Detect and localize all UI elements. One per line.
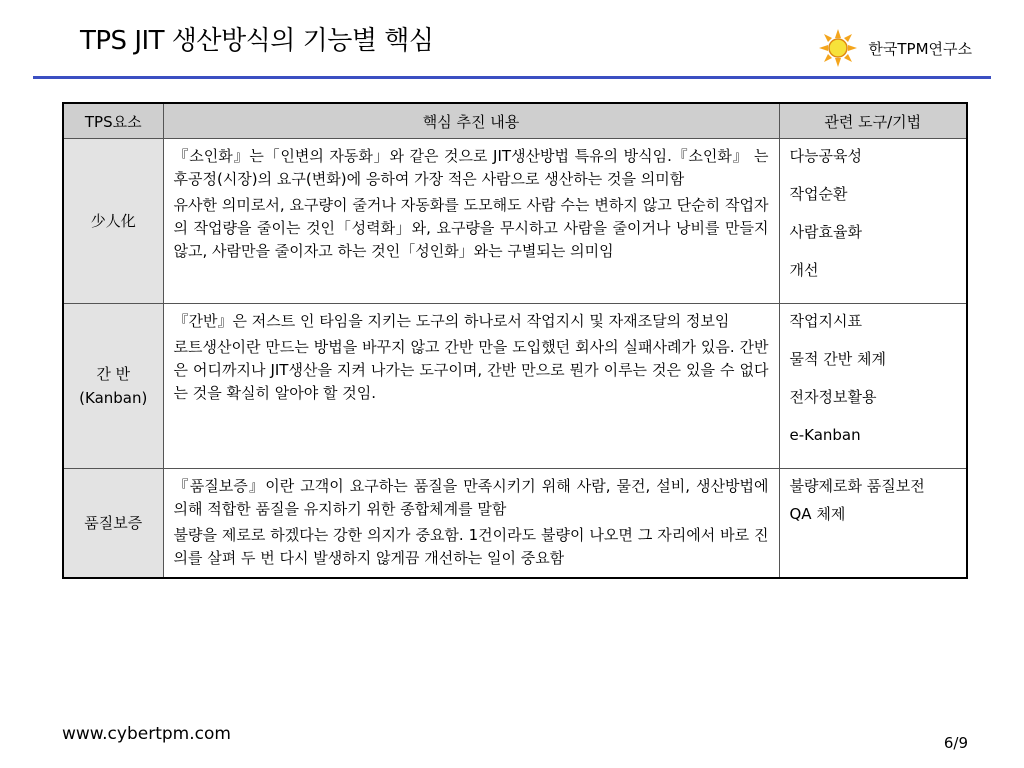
header-tps-element: TPS요소	[63, 103, 163, 139]
content-cell	[163, 304, 779, 469]
sun-logo-icon	[818, 28, 858, 68]
content-paragraph: 『품질보증』이란 고객이 요구하는 품질을 만족시키기 위해 사람, 물건, 설비, 생산방법에 의해 적합한 품질을 유지하기 위한 종합체계를 말함	[173, 477, 769, 518]
content-paragraph: 『간반』은 저스트 인 타임을 지키는 도구의 하나로서 작업지시 및 자재조달의 정보임	[173, 312, 730, 330]
tool-item: e-Kanban	[789, 426, 861, 444]
tool-item: QA 체제	[789, 505, 846, 523]
content-cell	[163, 139, 779, 304]
table-row	[63, 139, 967, 304]
content-paragraph: 『소인화』는「인변의 자동화」와 같은 것으로 JIT생산방법 특유의 방식임.『소인화』 는 후공정(시장)의 요구(변화)에 응하여 가장 적은 사람으로 생산하는 것을 의미함	[173, 147, 769, 188]
footer-url: www.cybertpm.com	[62, 724, 231, 744]
tool-item: 다능공육성	[789, 147, 862, 165]
table-header-row	[63, 103, 967, 139]
brand	[818, 28, 972, 68]
tool-item: 물적 간반 체계	[789, 350, 886, 368]
tool-item: 개선	[789, 261, 819, 279]
element-cell	[63, 469, 163, 579]
tools-cell	[779, 139, 967, 304]
header-core-content: 핵심 추진 내용	[163, 103, 779, 139]
tool-item: 사람효율화	[789, 223, 862, 241]
table-row	[63, 304, 967, 469]
table-row	[63, 469, 967, 579]
tools-cell	[779, 469, 967, 579]
element-label: 少人化	[90, 212, 136, 230]
page-title: TPS JIT 생산방식의 기능별 핵심	[80, 26, 434, 56]
tool-item: 불량제로화 품질보전	[789, 477, 925, 495]
element-sublabel: (Kanban)	[79, 389, 148, 407]
tools-cell	[779, 304, 967, 469]
tps-core-table	[62, 102, 968, 579]
brand-name: 한국TPM연구소	[868, 39, 972, 58]
page-number: 6/9	[943, 734, 968, 752]
content-paragraph: 불량을 제로로 하겠다는 강한 의지가 중요함. 1건이라도 불량이 나오면 그 자리에서 바로 진의를 살펴 두 번 다시 발생하지 않게끔 개선하는 일이 중요함	[173, 526, 769, 567]
content-cell	[163, 469, 779, 579]
header-related-tools: 관련 도구/기법	[779, 103, 967, 139]
header-divider	[33, 76, 991, 79]
tool-item: 전자정보활용	[789, 388, 877, 406]
element-cell	[63, 304, 163, 469]
element-label: 품질보증	[84, 514, 143, 532]
element-cell	[63, 139, 163, 304]
content-paragraph: 로트생산이란 만드는 방법을 바꾸지 않고 간반 만을 도입했던 회사의 실패사례가 있음. 간반은 어디까지나 JIT생산을 지켜 나가는 도구이며, 간반 만으로 뭔가 이루는 것은 있을 수 없다는 것을 확실히 알아야 할 것임.	[173, 338, 769, 402]
tool-item: 작업지시표	[789, 312, 862, 330]
tool-item: 작업순환	[789, 185, 848, 203]
content-paragraph: 유사한 의미로서, 요구량이 줄거나 자동화를 도모해도 사람 수는 변하지 않고 단순히 작업자의 작업량을 줄이는 것인「성력화」와, 요구량을 무시하고 사람을 줄이거나 낭비를 만들지 않고, 사람만을 줄이자고 하는 것인「성인화」와는 구별되는 의미임	[173, 196, 769, 260]
element-label: 간 반	[96, 365, 131, 383]
